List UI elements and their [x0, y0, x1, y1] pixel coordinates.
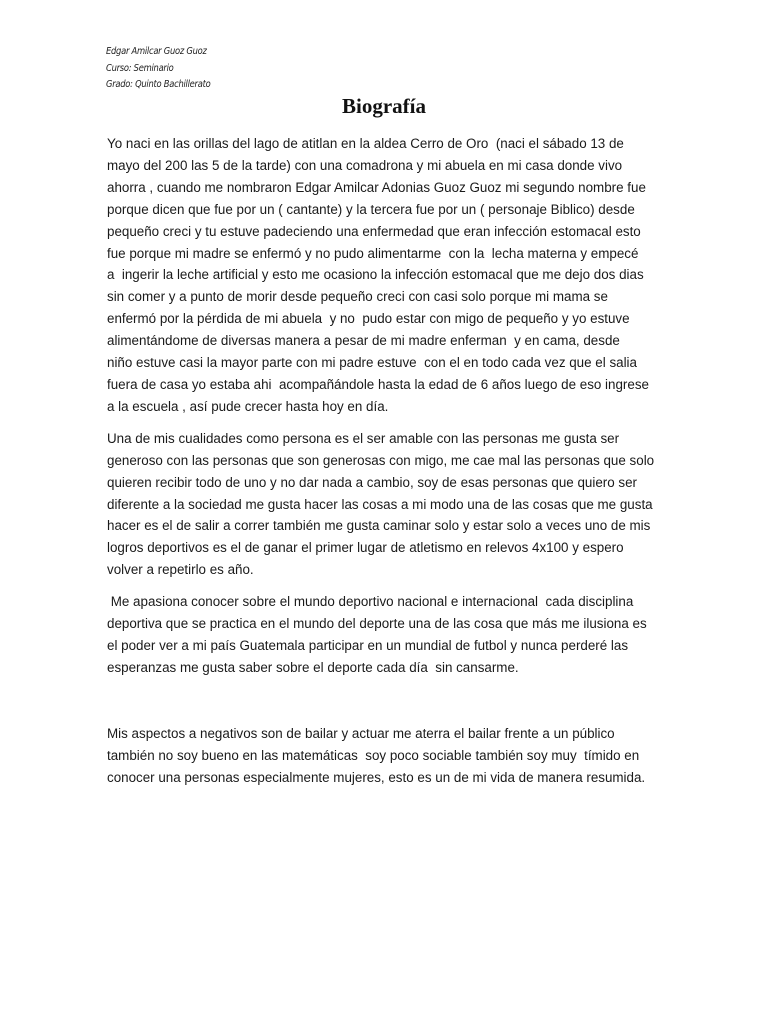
student-info-header — [106, 44, 210, 94]
paragraph-birth-childhood: Yo naci en las orillas del lago de atitlan en la aldea Cerro de Oro (naci el sábado 13 de mayo del 200 las 5 de la tarde) con una comadrona y mi abuela en mi casa donde vivo ahorra , cuando me nombraron Edgar Amilcar Adonias Guoz Guoz mi segundo nombre fue porque dicen que fue por un ( cantante) y la tercera fue por un ( personaje Biblico) desde pequeño creci y tu estuve padeciendo una enfermedad que eran infección estomacal esto fue porque mi madre se enfermó y no pudo alimentarme con la lecha materna y empecé a ingerir la leche artificial y esto me ocasiono la infección estomacal que me dejo dos dias sin comer y a punto de morir desde pequeño creci con casi solo porque mi mama se enfermó por la pérdida de mi abuela y no pudo estar con migo de pequeño y yo estuve alimentándome de diversas manera a pesar de mi madre enferman y en cama, desde niño estuve casi la mayor parte con mi padre estuve con el en todo cada vez que el salia fuera de casa yo estaba ahi acompañándole hasta la edad de 6 años luego de eso ingrese a la escuela , así pude crecer hasta hoy en día. — [107, 136, 649, 414]
document-title: Biografía — [342, 94, 426, 118]
document-body — [107, 133, 663, 788]
student-name: Edgar Amilcar Guoz Guoz — [106, 46, 207, 57]
paragraph-qualities: Una de mis cualidades como persona es el ser amable con las personas me gusta ser generoso con las personas que son generosas con migo, me cae mal las personas que solo quieren recibir todo de uno y no dar nada a cambio, soy de esas personas que quiero ser diferente a la sociedad me gusta hacer las cosas a mi modo una de las cosas que me gusta hacer es el de salir a correr también me gusta caminar solo y estar solo a veces uno de mis logros deportivos es el de ganar el primer lugar de atletismo en relevos 4x100 y espero volver a repetirlo es año. — [107, 430, 655, 578]
grade-line: Grado: Quinto Bachillerato — [106, 79, 211, 90]
paragraph-sports-passion: Me apasiona conocer sobre el mundo deportivo nacional e internacional cada disciplina deportiva que se practica en el mundo del deporte una de las cosa que más me ilusiona es el poder ver a mi país Guatemala participar en un mundial de futbol y nunca perderé las esperanzas me gusta saber sobre el deporte cada día sin cansarme. — [107, 594, 647, 675]
paragraph-negative-aspects: Mis aspectos a negativos son de bailar y actuar me aterra el bailar frente a un público también no soy bueno en las matemáticas soy poco sociable también soy muy tímido en conocer una personas especialmente mujeres, esto es un de mi vida de manera resumida. — [107, 725, 646, 785]
course-line: Curso: Seminario — [106, 62, 174, 74]
